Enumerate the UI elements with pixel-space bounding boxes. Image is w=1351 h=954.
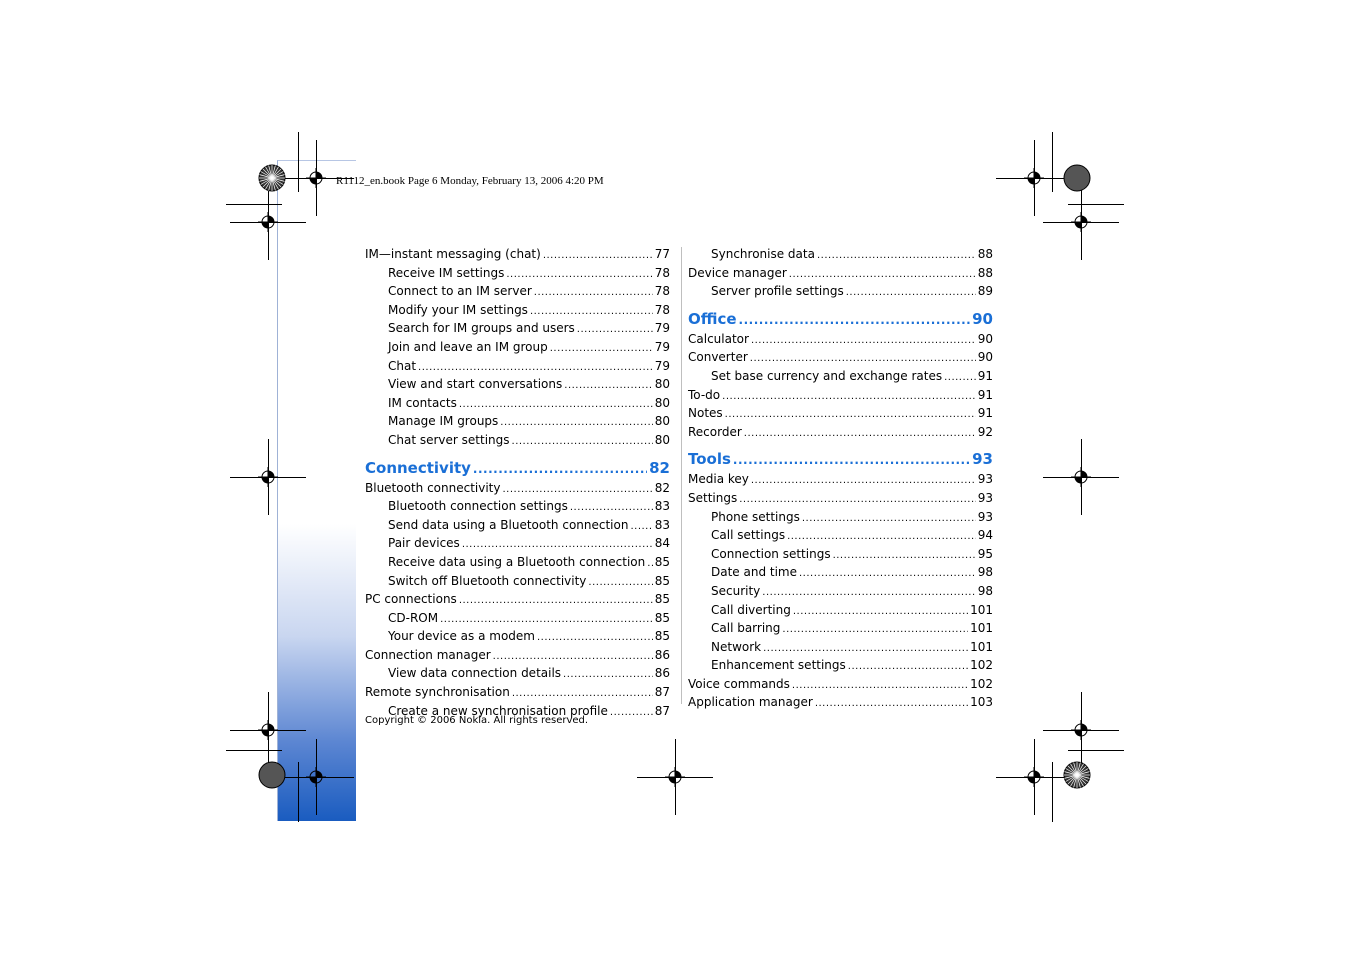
toc-entry-page: 88 (977, 247, 993, 261)
toc-entry-page: 101 (970, 621, 993, 636)
crop-line (1081, 184, 1082, 260)
toc-entry-label: Security (711, 583, 761, 598)
toc-entry-page: 78 (654, 302, 670, 317)
dot-leader (792, 677, 968, 695)
dot-leader (563, 666, 653, 684)
toc-entry-label: Call barring (711, 621, 781, 636)
color-calibration-icon (258, 164, 286, 192)
toc-entry-label: View data connection details (388, 666, 562, 681)
dot-leader (848, 658, 968, 676)
crop-line (675, 739, 676, 815)
toc-entry[interactable] (688, 405, 993, 424)
toc-entry[interactable] (688, 368, 993, 387)
toc-entry[interactable] (365, 265, 670, 284)
toc-entry-page: 98 (977, 583, 993, 598)
toc-entry-page: 102 (970, 658, 993, 673)
toc-entry-label: Date and time (711, 565, 797, 580)
dot-leader (744, 425, 976, 443)
toc-entry[interactable] (365, 517, 670, 536)
color-calibration-icon (258, 761, 286, 789)
dot-leader (462, 536, 653, 554)
toc-entry-page: 82 (654, 480, 670, 495)
toc-entry-label: Calculator (688, 331, 749, 346)
toc-entry-page: 85 (654, 592, 670, 607)
toc-entry[interactable] (365, 554, 670, 573)
toc-entry-page: 93 (977, 472, 993, 487)
toc-entry-label: Switch off Bluetooth connectivity (388, 573, 587, 588)
crop-line (1068, 750, 1124, 751)
toc-entry-label: Bluetooth connectivity (365, 480, 501, 495)
toc-entry-page: 87 (654, 685, 670, 700)
toc-entry[interactable] (365, 283, 670, 302)
toc-entry-label: Chat (388, 358, 417, 373)
toc-entry-page: 85 (654, 629, 670, 644)
toc-entry-page: 83 (654, 517, 670, 532)
toc-entry[interactable] (688, 546, 993, 565)
toc-entry-label: To-do (688, 387, 721, 402)
crop-line (1052, 132, 1053, 192)
dot-leader (817, 247, 976, 265)
toc-entry-page: 85 (654, 573, 670, 588)
toc-entry-page: 103 (970, 695, 993, 710)
toc-entry-page: 95 (977, 546, 993, 561)
dot-leader (500, 414, 652, 432)
toc-entry-page: 90 (977, 350, 993, 365)
crop-line (226, 204, 282, 205)
toc-entry-page: 87 (654, 703, 670, 718)
toc-entry[interactable] (688, 620, 993, 639)
toc-entry-label: Application manager (688, 695, 813, 710)
toc-entry-label: CD-ROM (388, 610, 439, 625)
dot-leader (739, 310, 971, 330)
crop-line (1081, 692, 1082, 768)
toc-entry-page: 80 (654, 377, 670, 392)
dot-leader (815, 695, 968, 713)
dot-leader (512, 433, 653, 451)
toc-entry-label: Media key (688, 472, 749, 487)
toc-entry-page: 82 (649, 458, 670, 477)
dot-leader (502, 481, 652, 499)
toc-entry-page: 91 (977, 387, 993, 402)
toc-entry[interactable] (365, 246, 670, 265)
dot-leader (789, 266, 976, 284)
dot-leader (506, 266, 652, 284)
toc-entry-label: Create a new synchronisation profile (388, 703, 608, 718)
toc-entry-label: IM contacts (388, 395, 457, 410)
dot-leader (493, 648, 653, 666)
crop-line (298, 762, 299, 822)
toc-entry[interactable] (365, 320, 670, 339)
toc-entry-label: Enhancement settings (711, 658, 846, 673)
dot-leader (733, 450, 970, 470)
dot-leader (440, 611, 653, 629)
toc-entry-page: 80 (654, 395, 670, 410)
toc-entry-label: Connection settings (711, 546, 831, 561)
dot-leader (459, 592, 653, 610)
toc-entry-page: 78 (654, 265, 670, 280)
toc-entry-label: Phone settings (711, 509, 800, 524)
dot-leader (802, 510, 976, 528)
color-calibration-icon (1063, 164, 1091, 192)
toc-entry[interactable] (365, 628, 670, 647)
toc-entry-label: IM—instant messaging (chat) (365, 247, 541, 261)
dot-leader (512, 685, 653, 703)
dot-leader (787, 528, 976, 546)
toc-entry-page: 77 (654, 247, 670, 261)
dot-leader (459, 396, 653, 414)
toc-entry-page: 101 (970, 639, 993, 654)
toc-entry-page: 93 (972, 450, 993, 469)
toc-entry-label: Send data using a Bluetooth connection (388, 517, 629, 532)
dot-leader (630, 518, 652, 536)
toc-entry-label: PC connections (365, 592, 457, 607)
toc-column-left (365, 246, 670, 721)
toc-entry-label: Search for IM groups and users (388, 321, 575, 336)
dot-leader (564, 377, 652, 395)
toc-entry[interactable] (365, 358, 670, 377)
toc-entry-page: 90 (972, 309, 993, 328)
toc-entry-label: Bluetooth connection settings (388, 499, 568, 514)
crop-line (316, 140, 317, 216)
column-divider (681, 247, 682, 704)
dot-leader (833, 547, 976, 565)
dot-leader (846, 284, 976, 302)
dot-leader (610, 704, 653, 722)
toc-entry-page: 98 (977, 565, 993, 580)
toc-entry-page: 85 (654, 554, 670, 569)
toc-entry-label: Converter (688, 350, 748, 365)
toc-entry-label: Call diverting (711, 602, 791, 617)
crop-line (1052, 762, 1053, 822)
dot-leader (588, 574, 652, 592)
crop-line (226, 750, 282, 751)
toc-entry[interactable] (688, 387, 993, 406)
toc-entry[interactable] (688, 676, 993, 695)
toc-entry-label: Device manager (688, 265, 787, 280)
toc-entry-page: 91 (977, 406, 993, 421)
crop-line (268, 692, 269, 768)
crop-line (1034, 140, 1035, 216)
toc-entry-page: 86 (654, 647, 670, 662)
toc-entry-page: 80 (654, 432, 670, 447)
toc-entry[interactable] (365, 591, 670, 610)
toc-entry-page: 102 (970, 676, 993, 691)
dot-leader (762, 584, 975, 602)
toc-entry-label: Connect to an IM server (388, 284, 532, 299)
toc-entry-page: 93 (977, 490, 993, 505)
dot-leader (647, 555, 652, 573)
book-header-info: R1112_en.book Page 6 Monday, February 13, 2006 4:20 PM (336, 175, 604, 187)
toc-entry[interactable] (688, 490, 993, 509)
side-color-bar (277, 160, 356, 821)
toc-entry[interactable] (365, 610, 670, 629)
crop-line (268, 184, 269, 260)
dot-leader (537, 629, 653, 647)
dot-leader (725, 406, 976, 424)
toc-entry-label: Set base currency and exchange rates (711, 368, 943, 383)
toc-entry-page: 79 (654, 321, 670, 336)
toc-entry-label: Your device as a modem (388, 629, 535, 644)
toc-entry[interactable] (365, 535, 670, 554)
toc-entry[interactable] (365, 339, 670, 358)
toc-entry-label: Voice commands (688, 676, 790, 691)
toc-entry-label: Tools (688, 450, 731, 469)
dot-leader (543, 247, 653, 265)
toc-entry-label: Call settings (711, 528, 786, 543)
toc-entry[interactable] (688, 639, 993, 658)
dot-leader (473, 459, 647, 479)
toc-entry-page: 85 (654, 610, 670, 625)
toc-entry[interactable] (688, 331, 993, 350)
toc-entry-label: Connection manager (365, 647, 491, 662)
toc-entry[interactable] (688, 509, 993, 528)
toc-entry-page: 78 (654, 284, 670, 299)
toc-entry-label: Manage IM groups (388, 414, 499, 429)
toc-entry[interactable] (688, 349, 993, 368)
dot-leader (418, 359, 653, 377)
dot-leader (534, 284, 653, 302)
dot-leader (793, 603, 968, 621)
dot-leader (751, 332, 976, 350)
toc-entry-label: Connectivity (365, 458, 471, 477)
toc-entry-label: Receive data using a Bluetooth connection (388, 554, 646, 569)
toc-entry[interactable] (688, 246, 993, 265)
toc-entry-label: Synchronise data (711, 247, 815, 261)
toc-section-heading[interactable] (688, 449, 993, 470)
toc-entry-page: 88 (977, 265, 993, 280)
crop-line (316, 739, 317, 815)
toc-entry-page: 86 (654, 666, 670, 681)
toc-entry[interactable] (688, 283, 993, 302)
crop-line (1068, 204, 1124, 205)
toc-entry[interactable] (688, 424, 993, 443)
toc-entry[interactable] (365, 413, 670, 432)
toc-entry-label: View and start conversations (388, 377, 563, 392)
toc-entry[interactable] (365, 665, 670, 684)
toc-entry-page: 89 (977, 284, 993, 299)
crop-line (1081, 439, 1082, 515)
toc-entry[interactable] (365, 684, 670, 703)
toc-entry-page: 84 (654, 536, 670, 551)
toc-entry-page: 79 (654, 358, 670, 373)
toc-entry[interactable] (688, 527, 993, 546)
toc-entry-label: Join and leave an IM group (388, 339, 548, 354)
toc-entry[interactable] (365, 480, 670, 499)
toc-entry[interactable] (688, 564, 993, 583)
dot-leader (750, 350, 976, 368)
toc-entry[interactable] (365, 302, 670, 321)
copyright-notice: Copyright © 2006 Nokia. All rights reserved. (365, 715, 589, 726)
dot-leader (751, 472, 976, 490)
toc-entry-label: Receive IM settings (388, 265, 505, 280)
toc-entry-page: 80 (654, 414, 670, 429)
crop-line (1034, 739, 1035, 815)
toc-entry[interactable] (688, 471, 993, 490)
dot-leader (530, 303, 653, 321)
toc-section-heading[interactable] (365, 458, 670, 479)
dot-leader (763, 640, 968, 658)
crop-line (298, 132, 299, 192)
toc-entry-label: Pair devices (388, 536, 460, 551)
crop-line (268, 439, 269, 515)
toc-entry[interactable] (365, 573, 670, 592)
toc-entry[interactable] (365, 376, 670, 395)
toc-entry-label: Settings (688, 490, 738, 505)
toc-entry-label: Chat server settings (388, 432, 510, 447)
dot-leader (782, 621, 968, 639)
dot-leader (550, 340, 653, 358)
toc-entry[interactable] (688, 694, 993, 713)
toc-entry-page: 90 (977, 331, 993, 346)
toc-entry[interactable] (688, 602, 993, 621)
toc-entry[interactable] (688, 657, 993, 676)
toc-entry-label: Modify your IM settings (388, 302, 528, 317)
dot-leader (944, 369, 976, 387)
toc-section-heading[interactable] (688, 309, 993, 330)
toc-entry[interactable] (688, 265, 993, 284)
dot-leader (570, 499, 653, 517)
toc-entry[interactable] (365, 647, 670, 666)
toc-entry-page: 83 (654, 499, 670, 514)
toc-entry[interactable] (365, 395, 670, 414)
toc-entry-label: Office (688, 309, 737, 328)
toc-entry-page: 92 (977, 424, 993, 439)
toc-entry-label: Network (711, 639, 762, 654)
toc-entry-label: Server profile settings (711, 284, 844, 299)
dot-leader (799, 565, 976, 583)
toc-entry-page: 91 (977, 368, 993, 383)
dot-leader (577, 321, 653, 339)
toc-entry-page: 101 (970, 602, 993, 617)
toc-entry[interactable] (365, 432, 670, 451)
dot-leader (739, 491, 976, 509)
toc-entry[interactable] (365, 498, 670, 517)
toc-entry-page: 79 (654, 339, 670, 354)
toc-entry-page: 93 (977, 509, 993, 524)
toc-entry-label: Notes (688, 406, 723, 421)
toc-entry-label: Recorder (688, 424, 742, 439)
dot-leader (722, 388, 976, 406)
color-calibration-icon (1063, 761, 1091, 789)
toc-entry-label: Remote synchronisation (365, 685, 510, 700)
toc-entry-page: 94 (977, 528, 993, 543)
toc-column-right (688, 246, 993, 713)
toc-entry[interactable] (688, 583, 993, 602)
